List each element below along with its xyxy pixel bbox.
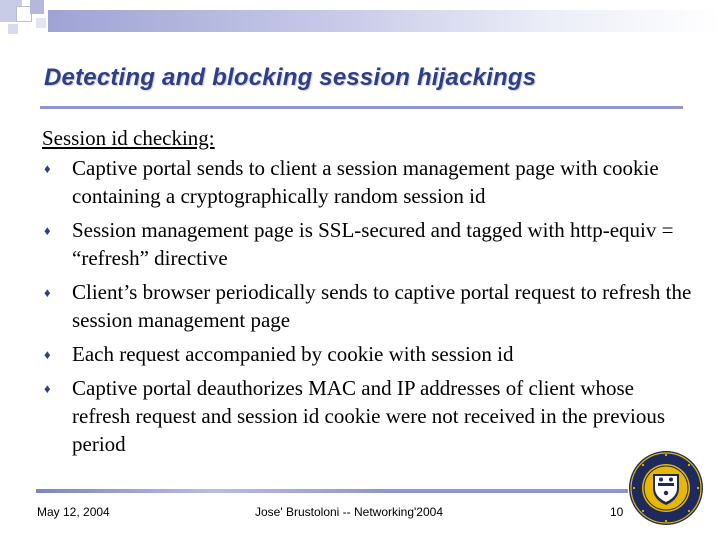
section-heading: Session id checking:	[42, 126, 215, 150]
bullet-text: Captive portal sends to client a session management page with cookie containing a cryptographically random session id	[72, 156, 659, 208]
footer-divider	[36, 489, 628, 493]
diamond-bullet-icon: ♦	[44, 381, 51, 396]
slide-body	[42, 124, 692, 464]
title-divider	[40, 106, 683, 109]
header-gradient-bar	[48, 10, 720, 32]
list-item	[42, 374, 692, 458]
bullet-list	[42, 154, 692, 458]
list-item	[42, 216, 692, 272]
bullet-text: Client’s browser periodically sends to captive portal request to refresh the session management page	[72, 280, 692, 332]
list-item	[42, 340, 692, 368]
list-item	[42, 154, 692, 210]
diamond-bullet-icon: ♦	[44, 347, 51, 362]
footer-presenter: Jose' Brustoloni -- Networking'2004	[255, 505, 444, 519]
bullet-text: Captive portal deauthorizes MAC and IP addresses of client whose refresh request and session id cookie were not received in the previous period	[72, 376, 666, 456]
bullet-text: Each request accompanied by cookie with session id	[72, 342, 514, 366]
slide-title: Detecting and blocking session hijackings	[44, 64, 537, 91]
university-seal-logo	[628, 450, 704, 526]
list-item	[42, 278, 692, 334]
decor-square	[30, 0, 44, 14]
bullet-text: Session management page is SSL-secured and tagged with http-equiv = “refresh” directive	[72, 218, 674, 270]
decor-square	[8, 24, 18, 34]
diamond-bullet-icon: ♦	[44, 285, 51, 300]
page-number: 10	[610, 505, 624, 519]
diamond-bullet-icon: ♦	[44, 161, 51, 176]
diamond-bullet-icon: ♦	[44, 223, 51, 238]
decor-square	[36, 18, 46, 28]
footer-date: May 12, 2004	[37, 505, 110, 519]
